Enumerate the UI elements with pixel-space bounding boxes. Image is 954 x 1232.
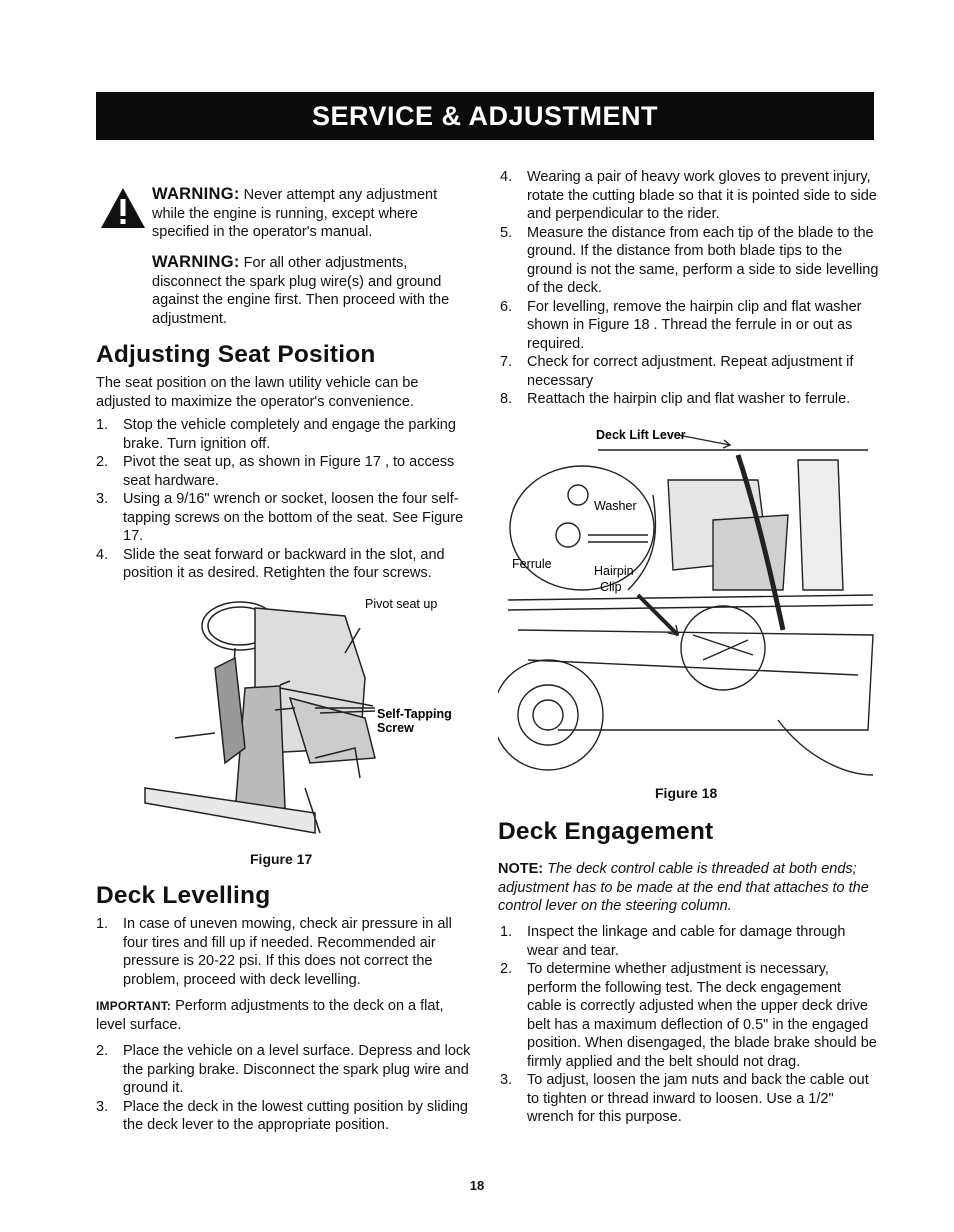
label-hairpin: Hairpin: [594, 564, 634, 578]
list-item: 8. Reattach the hairpin clip and flat washer to ferrule.: [500, 391, 851, 407]
list-item: 1. In case of uneven mowing, check air pressure in all four tires and fill up if needed. Recommended air pressure is 20-22 psi. If this does not correct the problem, proceed with deck levelling.: [96, 916, 452, 988]
list-item: 2. Place the vehicle on a level surface. Depress and lock the parking brake. Disconnect the spark plug wire and ground it.: [96, 1043, 471, 1096]
label-self-tapping: Self-Tapping: [377, 707, 452, 721]
deck-levelling-steps-b: [96, 1042, 474, 1135]
important-note: IMPORTANT: Perform adjustments to the deck on a flat, level surface.: [96, 998, 444, 1033]
figure-18-caption: Figure 18: [655, 785, 718, 801]
list-item: 1. Stop the vehicle completely and engage the parking brake. Turn ignition off.: [96, 417, 456, 452]
label-pivot-seat-up: Pivot seat up: [365, 597, 438, 611]
list-item: 3. To adjust, loosen the jam nuts and back the cable out to tighten or thread inward to loosen. Use a 1/2" wrench for this purpose.: [500, 1072, 869, 1125]
warning-label: WARNING:: [152, 185, 240, 203]
warning-label: WARNING:: [152, 253, 240, 271]
label-washer: Washer: [594, 499, 637, 513]
figure-17-illustration: [115, 588, 475, 843]
figure-18-illustration: [498, 420, 878, 780]
label-screw: Screw: [377, 721, 414, 735]
warning-text: Never attempt any adjustment while the engine is running, except where specified in the operator's manual.: [152, 187, 438, 240]
label-ferrule: Ferrule: [512, 557, 552, 571]
list-item: 4. Wearing a pair of heavy work gloves to prevent injury, rotate the cutting blade so that it is pointed side to side and perpendicular to the rider.: [500, 169, 877, 222]
list-item: 2. To determine whether adjustment is necessary, perform the following test. The deck engagement cable is correctly adjusted when the upper deck drive belt has a maximum deflection of 0.5" in the engaged position. When disengaged, the blade brake should be firmly applied and the belt should not drag.: [500, 961, 877, 1070]
warning-1: [152, 185, 472, 242]
list-item: 3. Using a 9/16" wrench or socket, loosen the four self-tapping screws on the bottom of the seat. See Figure 17.: [96, 491, 464, 544]
list-item: 3. Place the deck in the lowest cutting position by sliding the deck lever to the appropriate position.: [96, 1098, 468, 1133]
heading-deck-engagement: Deck Engagement: [498, 818, 714, 845]
warning-text: For all other adjustments, disconnect the spark plug wire(s) and ground against the engine first. Then proceed with the adjustment.: [152, 255, 450, 327]
deck-engagement-steps: [500, 923, 878, 1127]
list-item: 1. Inspect the linkage and cable for damage through wear and tear.: [500, 924, 846, 959]
note-label: NOTE:: [498, 861, 544, 877]
figure-17-caption: Figure 17: [250, 851, 313, 867]
deck-levelling-steps-a: [96, 915, 474, 989]
important-label: IMPORTANT:: [96, 999, 172, 1013]
warning-triangle-icon: [100, 186, 146, 230]
list-item: 4. Slide the seat forward or backward in the slot, and position it as desired. Retighten the four screws.: [96, 546, 445, 581]
list-item: 7. Check for correct adjustment. Repeat adjustment if necessary: [500, 354, 854, 389]
label-clip: Clip: [600, 580, 622, 594]
warning-2: [152, 253, 472, 328]
section-banner: SERVICE & ADJUSTMENT: [96, 92, 874, 140]
list-item: 2. Pivot the seat up, as shown in Figure 17 , to access seat hardware.: [96, 454, 455, 489]
deck-engagement-note: NOTE: The deck control cable is threaded at both ends; adjustment has to be made at the end that attaches to the control lever on the steering column.: [498, 861, 869, 914]
heading-adjusting-seat: Adjusting Seat Position: [96, 341, 376, 368]
list-item: 5. Measure the distance from each tip of the blade to the ground. If the distance from both blade tips to the ground is not the same, perform a side to side levelling of the deck.: [500, 224, 879, 296]
seat-steps: [96, 416, 474, 583]
list-item: 6. For levelling, remove the hairpin clip and flat washer shown in Figure 18 . Thread the ferrule in or out as required.: [500, 298, 862, 352]
label-deck-lift-lever: Deck Lift Lever: [596, 428, 686, 442]
page-number: 18: [469, 1178, 485, 1193]
deck-levelling-steps-c: [500, 168, 880, 409]
heading-deck-levelling: Deck Levelling: [96, 882, 271, 909]
seat-intro: The seat position on the lawn utility vehicle can be adjusted to maximize the operator's convenience.: [96, 375, 419, 410]
